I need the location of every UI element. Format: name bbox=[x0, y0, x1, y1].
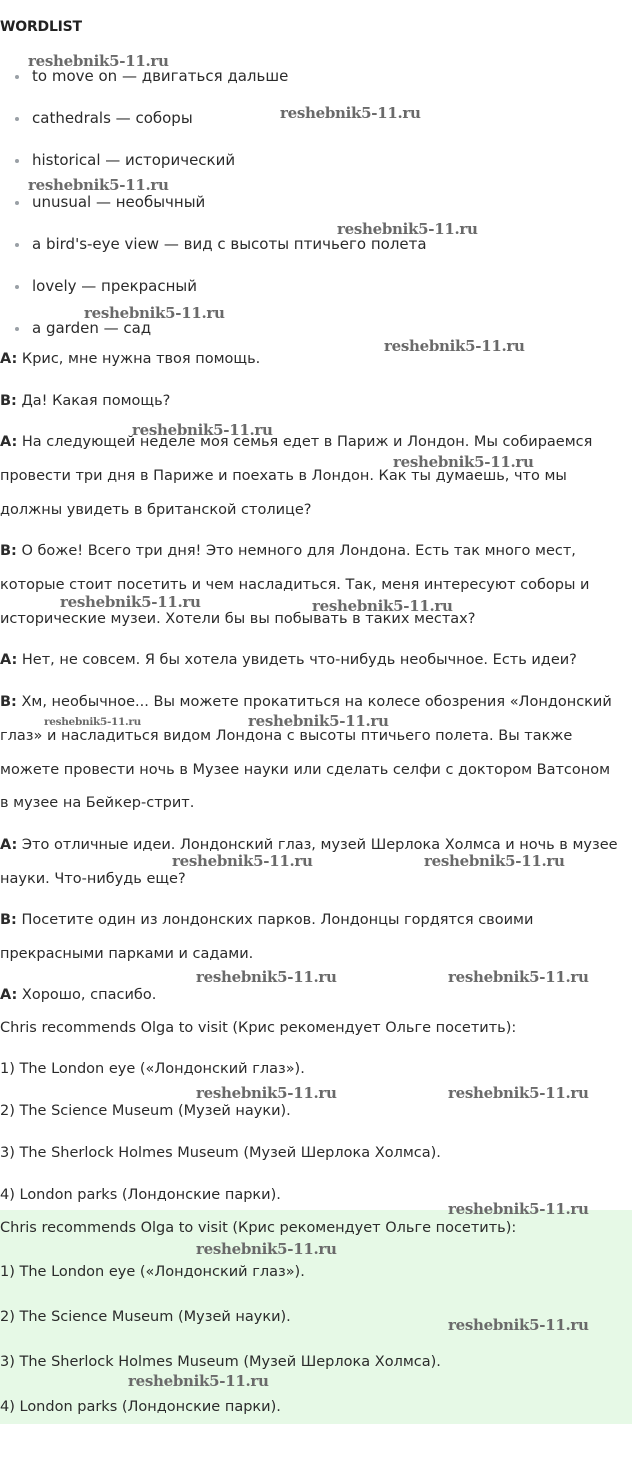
bullet-icon bbox=[15, 327, 19, 331]
dialogue-line bbox=[0, 912, 533, 928]
answer-item: 3) The Sherlock Holmes Museum (Музей Шерлока Холмса). bbox=[0, 1145, 441, 1161]
watermark: reshebnik5-11.ru bbox=[132, 421, 273, 439]
bullet-icon bbox=[15, 201, 19, 205]
dialogue-line bbox=[0, 987, 156, 1003]
dialogue-text: На следующей неделе моя семья едет в Париж и Лондон. Мы собираемся bbox=[17, 434, 593, 450]
speaker-label: B: bbox=[0, 543, 17, 559]
dialogue-text: глаз» и насладиться видом Лондона с высоты птичьего полета. Вы также bbox=[0, 728, 573, 744]
dialogue-line bbox=[0, 728, 572, 744]
wordlist-item bbox=[15, 109, 193, 127]
watermark: reshebnik5-11.ru bbox=[448, 1200, 589, 1218]
dialogue-line bbox=[0, 762, 610, 778]
answer-item: 2) The Science Museum (Музей науки). bbox=[0, 1103, 291, 1119]
watermark: reshebnik5-11.ru bbox=[44, 716, 141, 728]
dialogue-text: Хм, необычное... Вы можете прокатиться на колесе обозрения «Лондонский bbox=[16, 694, 612, 710]
answer-item: 4) London parks (Лондонские парки). bbox=[0, 1187, 281, 1203]
bullet-icon bbox=[15, 75, 19, 79]
dialogue-line bbox=[0, 351, 260, 367]
dialogue-line bbox=[0, 837, 618, 853]
watermark: reshebnik5-11.ru bbox=[60, 593, 201, 611]
speaker-label: A: bbox=[0, 987, 18, 1003]
answer-item: 1) The London eye («Лондонский глаз»). bbox=[0, 1061, 305, 1077]
speaker-label: A: bbox=[0, 434, 18, 450]
speaker-label: A: bbox=[0, 652, 18, 668]
watermark: reshebnik5-11.ru bbox=[84, 304, 225, 322]
highlighted-answer-item: 1) The London eye («Лондонский глаз»). bbox=[0, 1264, 305, 1280]
dialogue-line bbox=[0, 871, 186, 887]
watermark: reshebnik5-11.ru bbox=[337, 220, 478, 238]
wordlist-item bbox=[15, 193, 205, 211]
speaker-label: A: bbox=[0, 351, 18, 367]
dialogue-line bbox=[0, 502, 312, 518]
wordlist-text: cathedrals — соборы bbox=[32, 109, 193, 127]
watermark: reshebnik5-11.ru bbox=[248, 712, 389, 730]
dialogue-text: которые стоит посетить и чем насладиться. Так, меня интересуют соборы и bbox=[0, 577, 590, 593]
watermark: reshebnik5-11.ru bbox=[196, 968, 337, 986]
watermark: reshebnik5-11.ru bbox=[128, 1372, 269, 1390]
dialogue-line bbox=[0, 946, 253, 962]
bullet-icon bbox=[15, 117, 19, 121]
dialogue-line bbox=[0, 434, 592, 450]
bullet-icon bbox=[15, 243, 19, 247]
dialogue-text: провести три дня в Париже и поехать в Лондон. Как ты думаешь, что мы bbox=[0, 468, 567, 484]
dialogue-line bbox=[0, 694, 612, 710]
wordlist-item bbox=[15, 277, 197, 295]
speaker-label: B: bbox=[0, 912, 17, 928]
wordlist-text: unusual — необычный bbox=[32, 193, 206, 211]
wordlist-text: to move on — двигаться дальше bbox=[32, 67, 289, 85]
dialogue-text: Это отличные идеи. Лондонский глаз, музей Шерлока Холмса и ночь в музее bbox=[17, 837, 618, 853]
dialogue-line bbox=[0, 543, 576, 559]
highlighted-answer-intro: Chris recommends Olga to visit (Крис рекомендует Ольге посетить): bbox=[0, 1220, 517, 1236]
watermark: reshebnik5-11.ru bbox=[424, 852, 565, 870]
speaker-label: A: bbox=[0, 837, 18, 853]
dialogue-text: науки. Что-нибудь еще? bbox=[0, 871, 186, 887]
watermark: reshebnik5-11.ru bbox=[448, 1316, 589, 1334]
watermark: reshebnik5-11.ru bbox=[448, 968, 589, 986]
speaker-label: B: bbox=[0, 393, 17, 409]
watermark: reshebnik5-11.ru bbox=[312, 597, 453, 615]
dialogue-text: прекрасными парками и садами. bbox=[0, 946, 254, 962]
dialogue-text: можете провести ночь в Музее науки или сделать селфи с доктором Ватсоном bbox=[0, 762, 611, 778]
dialogue-line bbox=[0, 652, 577, 668]
dialogue-text: Нет, не совсем. Я бы хотела увидеть что-нибудь необычное. Есть идеи? bbox=[17, 652, 577, 668]
dialogue-text: исторические музеи. Хотели бы вы побывать в таких местах? bbox=[0, 611, 476, 627]
dialogue-text: Да! Какая помощь? bbox=[16, 393, 171, 409]
watermark: reshebnik5-11.ru bbox=[196, 1240, 337, 1258]
watermark: reshebnik5-11.ru bbox=[384, 337, 525, 355]
wordlist-text: historical — исторический bbox=[32, 151, 236, 169]
watermark: reshebnik5-11.ru bbox=[448, 1084, 589, 1102]
wordlist-item bbox=[15, 151, 235, 169]
wordlist-heading: WORDLIST bbox=[0, 19, 82, 35]
dialogue-text: должны увидеть в британской столице? bbox=[0, 502, 312, 518]
highlighted-answer-item: 4) London parks (Лондонские парки). bbox=[0, 1399, 281, 1415]
wordlist-text: a garden — сад bbox=[32, 319, 152, 337]
wordlist-text: lovely — прекрасный bbox=[32, 277, 198, 295]
dialogue-line bbox=[0, 577, 589, 593]
dialogue-text: О боже! Всего три дня! Это немного для Лондона. Есть так много мест, bbox=[16, 543, 576, 559]
dialogue-text: Хорошо, спасибо. bbox=[17, 987, 157, 1003]
bullet-icon bbox=[15, 159, 19, 163]
watermark: reshebnik5-11.ru bbox=[28, 176, 169, 194]
dialogue-text: Крис, мне нужна твоя помощь. bbox=[17, 351, 261, 367]
bullet-icon bbox=[15, 285, 19, 289]
dialogue-line bbox=[0, 393, 170, 409]
dialogue-text: в музее на Бейкер-стрит. bbox=[0, 795, 195, 811]
highlighted-answer-item: 3) The Sherlock Holmes Museum (Музей Шерлока Холмса). bbox=[0, 1354, 441, 1370]
watermark: reshebnik5-11.ru bbox=[172, 852, 313, 870]
watermark: reshebnik5-11.ru bbox=[280, 104, 421, 122]
answer-intro: Chris recommends Olga to visit (Крис рекомендует Ольге посетить): bbox=[0, 1020, 517, 1036]
wordlist-text: a bird's-eye view — вид с высоты птичьего полета bbox=[32, 235, 427, 253]
dialogue-line bbox=[0, 795, 194, 811]
dialogue-text: Посетите один из лондонских парков. Лондонцы гордятся своими bbox=[16, 912, 534, 928]
watermark: reshebnik5-11.ru bbox=[28, 52, 169, 70]
watermark: reshebnik5-11.ru bbox=[393, 453, 534, 471]
speaker-label: B: bbox=[0, 694, 17, 710]
highlighted-answer-item: 2) The Science Museum (Музей науки). bbox=[0, 1309, 291, 1325]
watermark: reshebnik5-11.ru bbox=[196, 1084, 337, 1102]
